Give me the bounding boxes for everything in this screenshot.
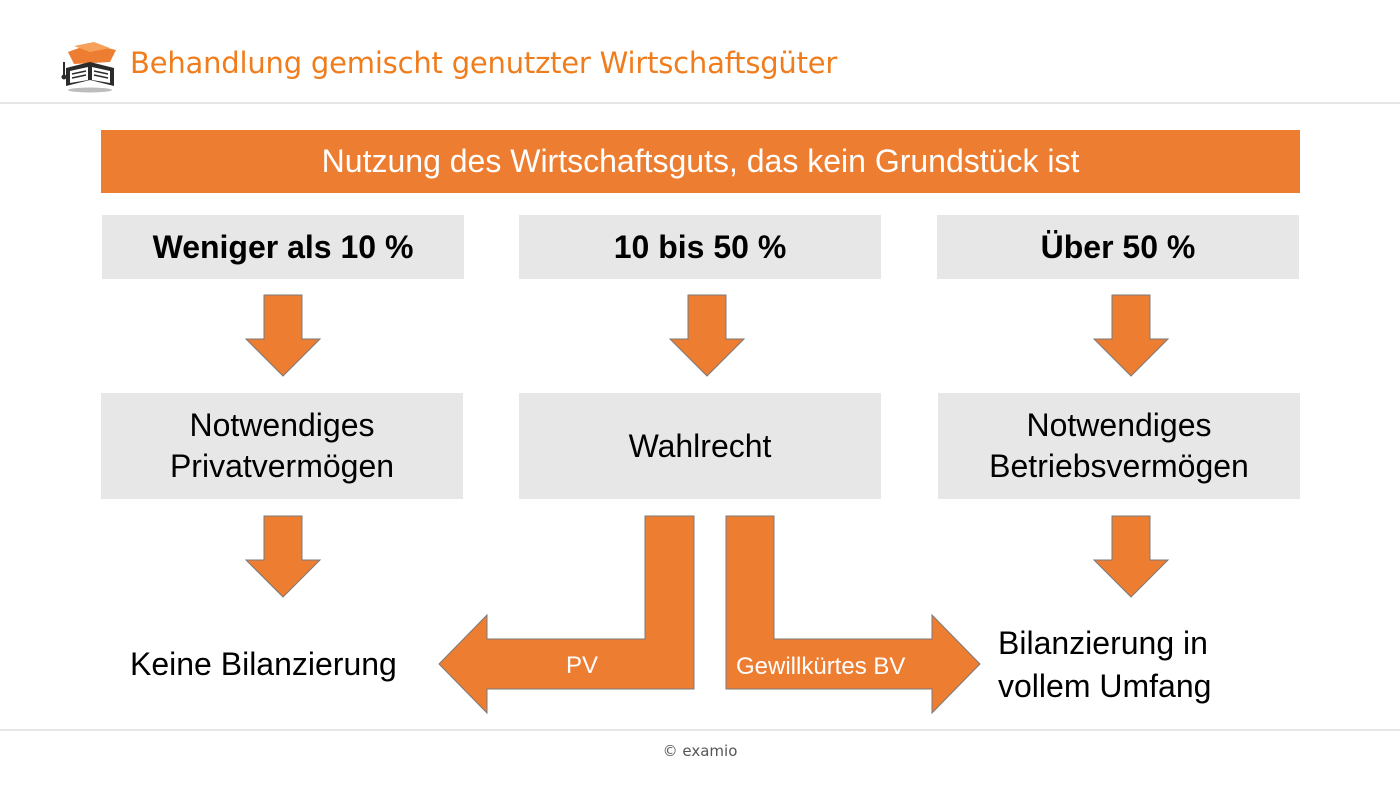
result-label: Wahlrecht: [628, 427, 772, 464]
down-arrow-3: [1094, 295, 1168, 376]
bent-arrow-right: [726, 516, 980, 713]
outcome-no-accounting: Keine Bilanzierung: [130, 646, 397, 682]
page-title: Behandlung gemischt genutzter Wirtschaftsgüter: [130, 46, 838, 80]
category-label: Weniger als 10 %: [152, 228, 414, 265]
result-label: Notwendiges Privatvermögen: [169, 407, 395, 484]
usage-banner: Nutzung des Wirtschaftsguts, das kein Grundstück ist: [101, 130, 1300, 193]
bent-arrow-left: [439, 516, 694, 713]
down-arrow-4: [246, 516, 320, 597]
down-arrow-2: [670, 295, 744, 376]
footer-divider: [0, 729, 1400, 731]
outcome-full-accounting: Bilanzierung in vollem Umfang: [998, 625, 1212, 704]
arrow-label-bv: Gewillkürtes BV: [736, 653, 906, 680]
result-label: Notwendiges Betriebsvermögen: [989, 407, 1249, 484]
arrow-label-pv: PV: [566, 652, 599, 679]
down-arrow-1: [246, 295, 320, 376]
down-arrow-5: [1094, 516, 1168, 597]
copyright-footer: © examio: [662, 742, 738, 760]
category-label: 10 bis 50 %: [613, 228, 787, 265]
category-label: Über 50 %: [1040, 228, 1196, 265]
